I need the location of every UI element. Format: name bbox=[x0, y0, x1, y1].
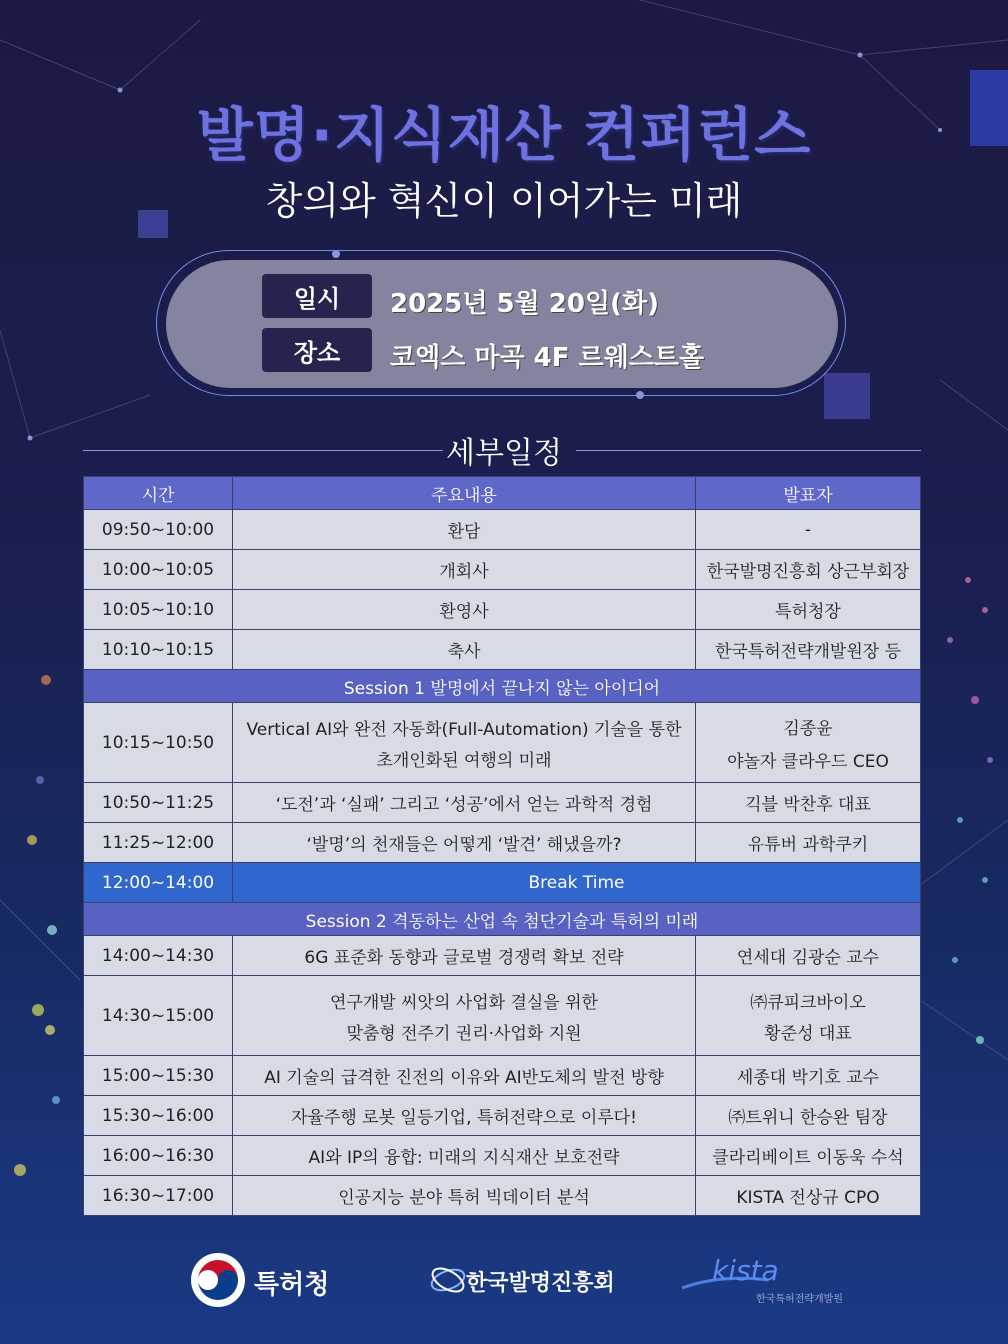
content-cell: AI와 IP의 융합: 미래의 지식재산 보호전략 bbox=[233, 1136, 696, 1176]
table-header-row bbox=[84, 477, 921, 510]
session1-title: Session 1 발명에서 끝나지 않는 아이디어 bbox=[84, 670, 921, 703]
content-cell: AI 기술의 급격한 진전의 이유와 AI반도체의 발전 방향 bbox=[233, 1056, 696, 1096]
kipa-logo-text: 한국발명진흥회 bbox=[466, 1271, 615, 1296]
time-cell: 10:15~10:50 bbox=[84, 703, 233, 783]
speaker-cell bbox=[696, 703, 921, 783]
session2-title: Session 2 격동하는 산업 속 첨단기술과 특허의 미래 bbox=[84, 903, 921, 936]
date-label: 일시 bbox=[262, 274, 372, 318]
place-label: 장소 bbox=[262, 328, 372, 372]
content-line: Vertical AI와 완전 자동화(Full-Automation) 기술을 통한 bbox=[246, 719, 682, 740]
speaker-cell: 한국발명진흥회 상근부회장 bbox=[696, 550, 921, 590]
content-cell: 6G 표준화 동향과 글로벌 경쟁력 확보 전략 bbox=[233, 936, 696, 976]
speaker-cell: 클라리베이트 이동욱 수석 bbox=[696, 1136, 921, 1176]
time-cell: 09:50~10:00 bbox=[84, 510, 233, 550]
content-line: 맞춤형 전주기 권리·사업화 지원 bbox=[346, 1023, 582, 1044]
table-row bbox=[84, 590, 921, 630]
speaker-line: 야놀자 클라우드 CEO bbox=[727, 751, 889, 772]
time-cell: 16:00~16:30 bbox=[84, 1136, 233, 1176]
date-value: 2025년 5월 20일(화) bbox=[390, 289, 659, 319]
time-cell: 10:50~11:25 bbox=[84, 783, 233, 823]
speaker-cell: ㈜트위니 한승완 팀장 bbox=[696, 1096, 921, 1136]
content-cell: 환담 bbox=[233, 510, 696, 550]
speaker-cell: 세종대 박기호 교수 bbox=[696, 1056, 921, 1096]
speaker-cell: 긱블 박찬후 대표 bbox=[696, 783, 921, 823]
time-cell: 11:25~12:00 bbox=[84, 823, 233, 863]
time-cell: 16:30~17:00 bbox=[84, 1176, 233, 1216]
footer-logos bbox=[0, 1240, 1008, 1330]
table-row bbox=[84, 510, 921, 550]
time-cell: 10:05~10:10 bbox=[84, 590, 233, 630]
speaker-line: ㈜큐피크바이오 bbox=[750, 992, 866, 1013]
table-row bbox=[84, 1176, 921, 1216]
schedule-title: 세부일정 bbox=[446, 436, 562, 471]
kipo-logo-text: 특허청 bbox=[254, 1270, 330, 1300]
column-header: 발표자 bbox=[696, 477, 921, 510]
speaker-cell bbox=[696, 976, 921, 1056]
kista-logo-text: kista bbox=[712, 1254, 779, 1287]
break-row bbox=[84, 863, 921, 903]
content-cell: 자율주행 로봇 일등기업, 특허전략으로 이루다! bbox=[233, 1096, 696, 1136]
speaker-line: 황준성 대표 bbox=[764, 1023, 852, 1044]
kipa-logo-icon bbox=[428, 1262, 468, 1298]
speaker-cell: 연세대 김광순 교수 bbox=[696, 936, 921, 976]
table-row bbox=[84, 630, 921, 670]
decor-square bbox=[824, 373, 870, 419]
table-row bbox=[84, 1096, 921, 1136]
table-row bbox=[84, 1136, 921, 1176]
table-row bbox=[84, 823, 921, 863]
content-line: 연구개발 씨앗의 사업화 결실을 위한 bbox=[330, 992, 598, 1013]
time-cell: 14:00~14:30 bbox=[84, 936, 233, 976]
speaker-cell: 특허청장 bbox=[696, 590, 921, 630]
time-cell: 10:00~10:05 bbox=[84, 550, 233, 590]
kista-logo-subtext: 한국특허전략개발원 bbox=[756, 1294, 843, 1305]
table-row bbox=[84, 703, 921, 783]
section-divider-right bbox=[576, 450, 921, 451]
content-cell: ‘도전’과 ‘실패’ 그리고 ‘성공’에서 얻는 과학적 경험 bbox=[233, 783, 696, 823]
time-cell: 10:10~10:15 bbox=[84, 630, 233, 670]
speaker-cell: - bbox=[696, 510, 921, 550]
table-row bbox=[84, 783, 921, 823]
table-row bbox=[84, 1056, 921, 1096]
column-header: 주요내용 bbox=[233, 477, 696, 510]
break-label: Break Time bbox=[233, 863, 921, 903]
content-cell: 인공지능 분야 특허 빅데이터 분석 bbox=[233, 1176, 696, 1216]
content-line: 초개인화된 여행의 미래 bbox=[376, 750, 552, 771]
place-value: 코엑스 마곡 4F 르웨스트홀 bbox=[390, 343, 705, 373]
content-cell bbox=[233, 703, 696, 783]
session-row bbox=[84, 670, 921, 703]
content-cell: 환영사 bbox=[233, 590, 696, 630]
content-cell: 축사 bbox=[233, 630, 696, 670]
content-cell bbox=[233, 976, 696, 1056]
content-cell: ‘발명’의 천재들은 어떻게 ‘발견’ 해냈을까? bbox=[233, 823, 696, 863]
time-cell: 15:00~15:30 bbox=[84, 1056, 233, 1096]
table-row bbox=[84, 550, 921, 590]
speaker-cell: 한국특허전략개발원장 등 bbox=[696, 630, 921, 670]
taegeuk-logo-icon bbox=[190, 1252, 246, 1308]
page-title: 발명·지식재산 컨퍼런스 bbox=[196, 101, 812, 169]
speaker-line: 김종윤 bbox=[783, 718, 833, 739]
schedule-table bbox=[83, 476, 921, 1216]
speaker-cell: KISTA 전상규 CPO bbox=[696, 1176, 921, 1216]
table-row bbox=[84, 936, 921, 976]
column-header: 시간 bbox=[84, 477, 233, 510]
content-cell: 개회사 bbox=[233, 550, 696, 590]
time-cell: 12:00~14:00 bbox=[84, 863, 233, 903]
table-row bbox=[84, 976, 921, 1056]
page-subtitle: 창의와 혁신이 이어가는 미래 bbox=[265, 179, 743, 223]
time-cell: 14:30~15:00 bbox=[84, 976, 233, 1056]
session-row bbox=[84, 903, 921, 936]
speaker-cell: 유튜버 과학쿠키 bbox=[696, 823, 921, 863]
time-cell: 15:30~16:00 bbox=[84, 1096, 233, 1136]
